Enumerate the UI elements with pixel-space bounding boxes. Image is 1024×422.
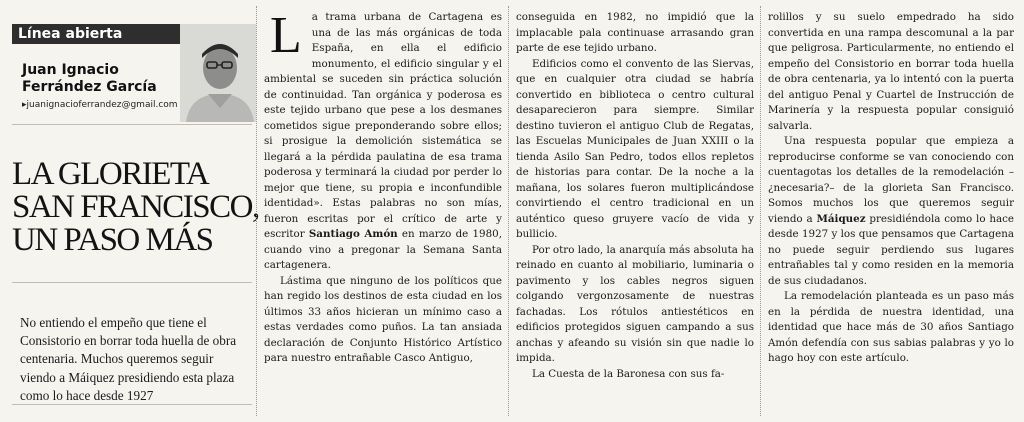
col3-p2-text: Una respuesta popular que empieza a reproducirse conforme se van conociendo con cuentagotas los detalles de la remodelación –¿necesaria?– de la glorieta San Francisco. Somos muchos los que queremos seguir viendo a <box>768 135 1014 225</box>
col3-paragraph-3: La remodelación planteada es un paso más en la pérdida de nuestra identidad, una identidad que hace más de 30 años Santiago Amón defendía con sus sabias palabras y yo lo hago hoy con este artículo. <box>768 290 1014 364</box>
col3-paragraph-2 <box>768 134 1014 289</box>
col3-p2-name: Máiquez <box>816 212 866 225</box>
col1-paragraph-2: Lástima que ninguno de los políticos que han regido los destinos de esta ciudad en los últimos 33 años hicieran un mínimo caso a estas verdades como puños. La tan ansiada declaración de Conjunto Histórico Artístico para nuestro entrañable Casco Antiguo, <box>264 274 502 364</box>
column-divider-3 <box>760 6 761 416</box>
column-divider-1 <box>256 6 257 416</box>
article-summary: No entiendo el empeño que tiene el Consistorio en borrar toda huella de obra centenaria. Muchos queremos seguir viendo a Máiquez presidiendo esta plaza como lo hace desde 1927 <box>20 315 237 403</box>
col1-p1-name: Santiago Amón <box>308 228 398 240</box>
rail-rule-mid <box>12 282 252 283</box>
col2-paragraph-1: conseguida en 1982, no impidió que la implacable pala continuase arrasando gran parte de ese tejido urbano. <box>516 11 754 54</box>
col2-paragraph-3: Por otro lado, la anarquía más absoluta ha reinado en cuanto al mobiliario, luminaria o pavimento y los cables negros siguen colgando vergonzosamente de nuestras fachadas. Los rótulos antiestéticos en edificios protegidos siguen campando a sus anchas y afeando su visión sin que nadie lo impida. <box>516 243 754 364</box>
rail-rule-top <box>12 124 252 125</box>
author-photo <box>180 24 256 122</box>
author-email: ▸juanignacioferrandez@gmail.com <box>22 100 178 110</box>
body-column-3 <box>768 10 1014 416</box>
col3-paragraph-1: rolillos y su suelo empedrado ha sido convertida en una rampa descomunal a la par que peligrosa. Particularmente, no entiendo el empeño del Consistorio en borrar toda huella de obra centenaria, ya lo intentó con la puerta del antiguo Penal y Cuartel de Instrucción de Marinería y la respuesta popular consiguió salvarla. <box>768 11 1014 132</box>
rail-rule-bottom <box>12 404 252 405</box>
headline-line2: SAN FRANCISCO, <box>12 189 259 225</box>
body-column-2 <box>516 10 754 416</box>
body-column-1 <box>264 10 502 416</box>
col1-paragraph-1 <box>264 10 502 274</box>
headline-line3: UN PASO MÁS <box>12 222 213 258</box>
col1-p1-text: a trama urbana de Cartagena es una de las más orgánicas de toda España, en ella el edificio monumento, el edificio singular y el ambiental se suceden sin práctica solución de continuidad. Tan orgánica y poderosa es este tejido urbano que pese a los desmanes cometidos sigue preponderando sobre ellos; si prosigue la demolición sistemática se llegará a la pérdida paulatina de esa trama poderosa y terminará la ciudad por perder lo mejor que tiene, su propia e inconfundible identidad». Estas palabras no son mías, fueron escritas por el crítico de arte y escritor <box>264 11 502 240</box>
author-name <box>22 62 182 96</box>
col3-p2-end: presidiéndola como lo hace desde 1927 y los que pensamos que Cartagena no puede seguir perdiendo sus lugares entrañables tal y como residen en la memoria de sus ciudadanos. <box>768 212 1014 287</box>
column-divider-2 <box>508 6 509 416</box>
author-portrait-icon <box>180 24 256 122</box>
author-name-line2: Ferrández García <box>22 79 157 95</box>
col2-paragraph-4: La Cuesta de la Baronesa con sus fa- <box>532 367 725 380</box>
author-name-line1: Juan Ignacio <box>22 62 119 78</box>
section-label: Línea abierta <box>12 24 180 44</box>
article-headline <box>12 156 259 258</box>
drop-cap: L <box>270 10 302 64</box>
col2-paragraph-2: Edificios como el convento de las Siervas, que en cualquier otra ciudad se habría convertido en biblioteca o centro cultural desaparecieron para siempre. Similar destino tuvieron el antiguo Club de Regatas, las Escuelas Municipales de Juan XXIII o la tienda Asilo San Pedro, todos ellos repletos de historias para contar. De la noche a la mañana, los solares fueron multiplicándose convirtiendo el centro tradicional en un auténtico queso gruyere vacío de vida y bullicio. <box>516 57 754 240</box>
headline-line1: LA GLORIETA <box>12 156 209 192</box>
article-rail <box>8 20 259 416</box>
col1-p1-end: en marzo de 1980, cuando vino a pregonar la Semana Santa cartagenera. <box>264 228 502 271</box>
